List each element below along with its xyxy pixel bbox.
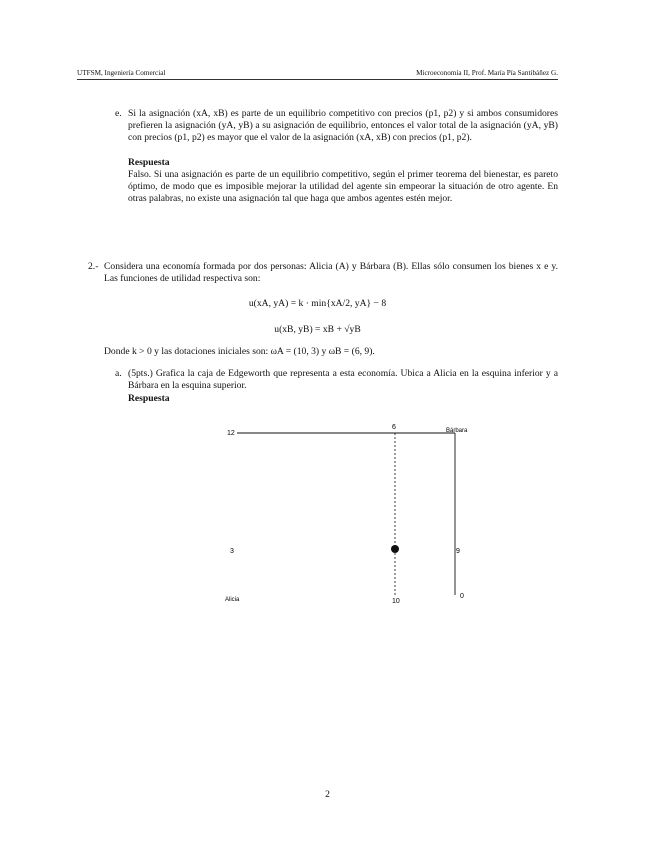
item-e-label: e. [115, 108, 122, 119]
sub-a-label: a. [115, 368, 122, 379]
endowments-text: Donde k > 0 y las dotaciones iniciales son: ωA = (10, 3) y ωB = (6, 9). [104, 346, 375, 357]
label-right-mid: 9 [456, 548, 460, 555]
sub-a-text: (5pts.) Grafica la caja de Edgeworth que representa a esta economía. Ubica a Alicia en la esquina inferior y a Bárbara en la esquina superior. [128, 368, 558, 392]
header-right: Microeconomía II, Prof. María Pía Santibáñez G. [416, 69, 558, 77]
item-e-statement: Si la asignación (xA, xB) es parte de un equilibrio competitivo con precios (p1, p2) y si ambos consumidores prefieren la asignación (yA, yB) a su asignación de equilibrio, entonces el valor total de la asignación (yA, yB) con precios (p1, p2) es mayor que el valor de la asignación (xA, xB) con precios (p1, p2). [128, 108, 558, 144]
label-bottom-left: Alicia [225, 597, 240, 603]
utility-equation-b: u(xB, yB) = xB + √yB [274, 324, 361, 335]
label-bottom-right: 0 [460, 593, 464, 600]
item-e-answer-heading: Respuesta [128, 157, 170, 168]
problem-2-intro: Considera una economía formada por dos personas: Alicia (A) y Bárbara (B). Ellas sólo consumen los bienes x e y. Las funciones de utilidad respectiva son: [104, 261, 558, 285]
edgeworth-box-diagram [215, 415, 485, 610]
page-number: 2 [325, 789, 330, 800]
header-left: UTFSM, Ingeniería Comercial [77, 69, 166, 77]
endowment-point [391, 545, 399, 553]
label-bottom-mid: 10 [392, 598, 400, 605]
page-header [77, 68, 558, 80]
label-top-right: Bárbara [446, 428, 468, 434]
label-top-left: 12 [227, 430, 235, 437]
utility-equation-a: u(xA, yA) = k · min{xA/2, yA} − 8 [248, 298, 387, 309]
label-top-mid: 6 [392, 424, 396, 431]
item-e-answer: Falso. Si una asignación es parte de un equilibrio competitivo, según el primer teorema del bienestar, es pareto óptimo, de modo que es imposible mejorar la utilidad del agente sin empeorar la situación de otro agente. En otras palabras, no existe una asignación tal que haga que ambos agentes estén mejor. [128, 169, 558, 205]
label-left-mid: 3 [230, 548, 234, 555]
problem-2-label: 2.- [88, 261, 99, 272]
sub-a-answer-heading: Respuesta [128, 393, 170, 404]
